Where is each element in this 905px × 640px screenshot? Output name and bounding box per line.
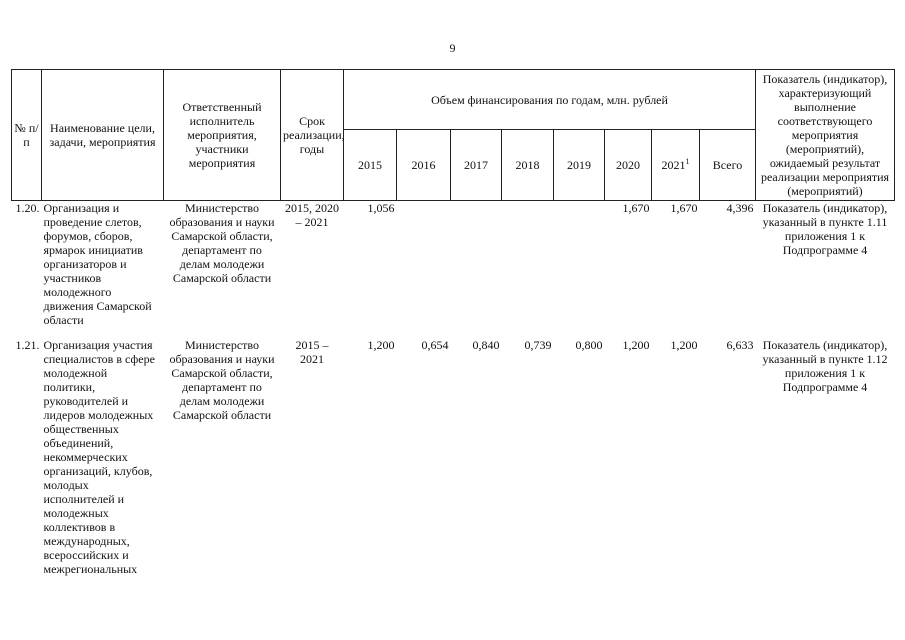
row-value-2019 xyxy=(554,201,605,328)
row-value-2015: 1,200 xyxy=(367,338,395,352)
header-year-2021 xyxy=(652,130,700,201)
header-num: № п/п xyxy=(12,70,42,201)
row-executor: Министерство образования и науки Самарской области, департамент по делам молодежи Самарской области xyxy=(169,338,275,422)
row-indicator: Показатель (индикатор), указанный в пункте 1.12 приложения 1 к Подпрограмме 4 xyxy=(762,338,888,394)
header-funding: Объем финансирования по годам, млн. рублей xyxy=(344,70,756,130)
row-name: Организация и проведение слетов, форумов, сборов, ярмарок инициатив организаторов и участников молодежного движения Самарской области xyxy=(43,201,152,327)
footnote-marker: 1 xyxy=(685,157,690,167)
row-term: 2015, 2020 – 2021 xyxy=(285,201,339,229)
table-row xyxy=(12,338,895,576)
header-term: Срок реализации, годы xyxy=(281,70,344,201)
row-executor: Министерство образования и науки Самарской области, департамент по делам молодежи Самарской области xyxy=(169,201,275,285)
header-year-2017: 2017 xyxy=(451,130,502,201)
header-year-2015: 2015 xyxy=(344,130,397,201)
row-value-2020: 1,670 xyxy=(622,201,650,215)
row-total: 4,396 xyxy=(726,201,754,215)
row-value-2019: 0,800 xyxy=(575,338,603,352)
header-year-2021-label: 2021 xyxy=(661,158,686,173)
row-value-2017: 0,840 xyxy=(472,338,500,352)
row-value-2020: 1,200 xyxy=(622,338,650,352)
header-total: Всего xyxy=(700,130,756,201)
row-value-2021: 1,670 xyxy=(670,201,698,215)
row-total: 6,633 xyxy=(726,338,754,352)
row-value-2016: 0,654 xyxy=(421,338,449,352)
row-value-2018 xyxy=(502,201,554,328)
header-name: Наименование цели, задачи, мероприятия xyxy=(42,70,164,201)
header-executor: Ответственный исполнитель мероприятия, участники мероприятия xyxy=(164,70,281,201)
row-num: 1.20. xyxy=(15,201,40,215)
row-value-2015: 1,056 xyxy=(367,201,395,215)
page-number: 9 xyxy=(449,41,456,55)
row-value-2021: 1,200 xyxy=(670,338,698,352)
header-year-2016: 2016 xyxy=(397,130,451,201)
row-value-2017 xyxy=(451,201,502,328)
row-term: 2015 – 2021 xyxy=(295,338,329,366)
table-row xyxy=(12,201,895,328)
row-indicator: Показатель (индикатор), указанный в пункте 1.11 приложения 1 к Подпрограмме 4 xyxy=(762,201,888,257)
row-spacer xyxy=(12,327,895,338)
header-year-2018: 2018 xyxy=(502,130,554,201)
row-value-2016 xyxy=(397,201,451,328)
row-value-2018: 0,739 xyxy=(524,338,552,352)
row-name: Организация участия специалистов в сфере молодежной политики, руководителей и лидеров молодежных общественных объединений, некоммерческих организаций, клубов, молодых исполнителей и молодежных коллективов в международных, всероссийских и межрегиональных xyxy=(43,338,155,576)
funding-table xyxy=(11,69,895,576)
header-indicator: Показатель (индикатор), характеризующий выполнение соответствующего мероприятия (мероприятий), ожидаемый результат реализации мероприятия (мероприятий) xyxy=(756,70,895,201)
row-num: 1.21. xyxy=(15,338,40,352)
header-year-2019: 2019 xyxy=(554,130,605,201)
header-year-2020: 2020 xyxy=(605,130,652,201)
